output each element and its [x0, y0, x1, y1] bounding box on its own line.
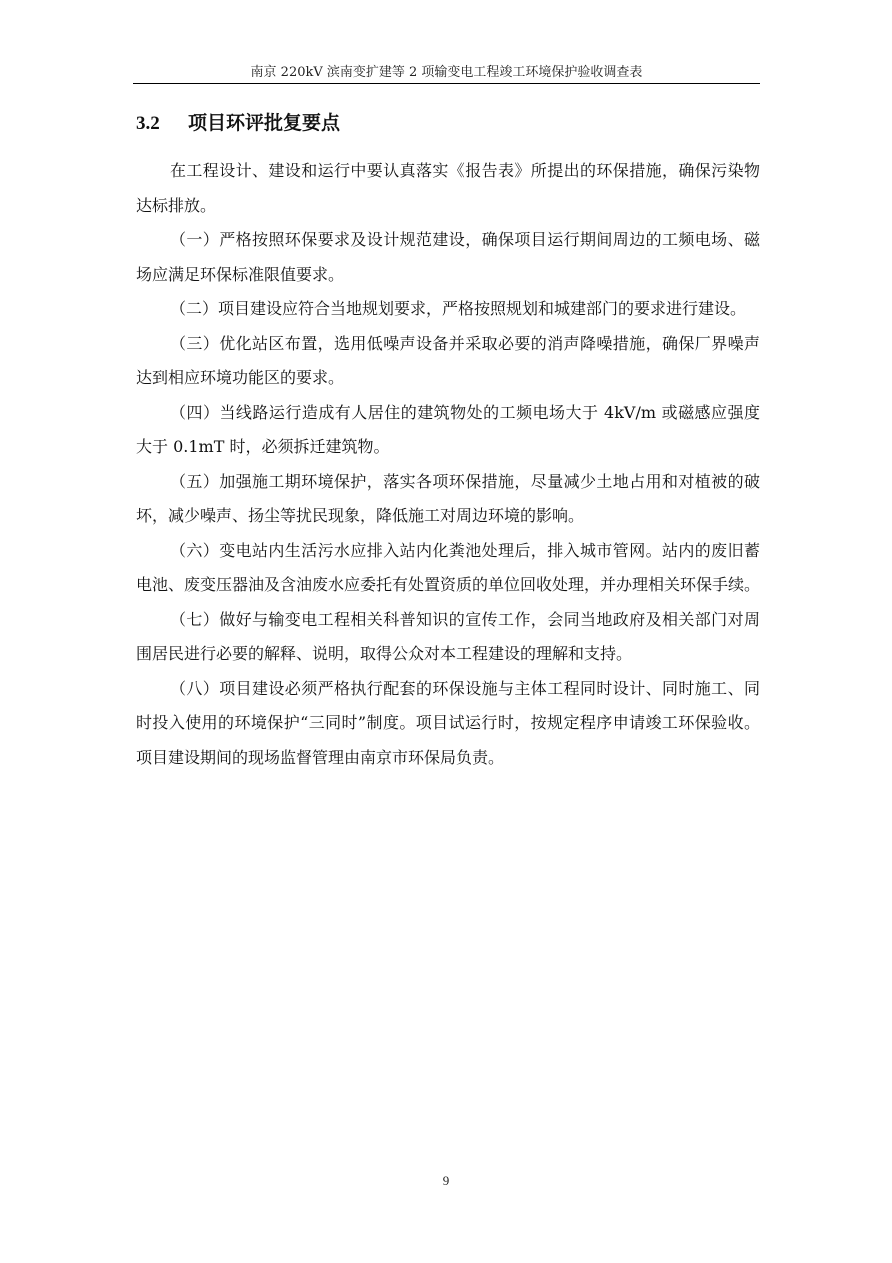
paragraph-item-2: （二）项目建设应符合当地规划要求，严格按照规划和城建部门的要求进行建设。 [170, 299, 747, 318]
paragraph-intro: 在工程设计、建设和运行中要认真落实《报告表》所提出的环保措施，确保污染物达标排放。 [136, 161, 760, 215]
paragraph-item-6: （六）变电站内生活污水应排入站内化粪池处理后，排入城市管网。站内的废旧蓄电池、废变压器油及含油废水应委托有处置资质的单位回收处理，并办理相关环保手续。 [136, 540, 761, 594]
header-title: 南京 220kV 滨南变扩建等 2 项输变电工程竣工环境保护验收调查表 [250, 65, 643, 80]
paragraph-item-4: （四）当线路运行造成有人居住的建筑物处的工频电场大于 4kV/m 或磁感应强度大于 0.1mT 时，必须拆迁建筑物。 [136, 402, 760, 456]
page-header [133, 62, 760, 84]
paragraph-item-7: （七）做好与输变电工程相关科普知识的宣传工作，会同当地政府及相关部门对周围居民进行必要的解释、说明，取得公众对本工程建设的理解和支持。 [136, 609, 760, 663]
paragraph-item-8: （八）项目建设必须严格执行配套的环保设施与主体工程同时设计、同时施工、同时投入使用的环境保护“三同时”制度。项目试运行时，按规定程序申请竣工环保验收。项目建设期间的现场监督管理由南京市环保局负责。 [136, 678, 760, 767]
section-title: 项目环评批复要点 [188, 112, 341, 134]
body-text [136, 154, 760, 775]
paragraph-item-1: （一）严格按照环保要求及设计规范建设，确保项目运行期间周边的工频电场、磁场应满足环保标准限值要求。 [136, 230, 760, 284]
page-number: 9 [442, 1173, 450, 1188]
paragraph-item-5: （五）加强施工期环境保护，落实各项环保措施，尽量减少土地占用和对植被的破坏，减少噪声、扬尘等扰民现象，降低施工对周边环境的影响。 [136, 471, 760, 525]
paragraph-item-3: （三）优化站区布置，选用低噪声设备并采取必要的消声降噪措施，确保厂界噪声达到相应环境功能区的要求。 [136, 333, 760, 387]
section-heading [136, 107, 340, 139]
section-number: 3.2 [136, 113, 160, 134]
